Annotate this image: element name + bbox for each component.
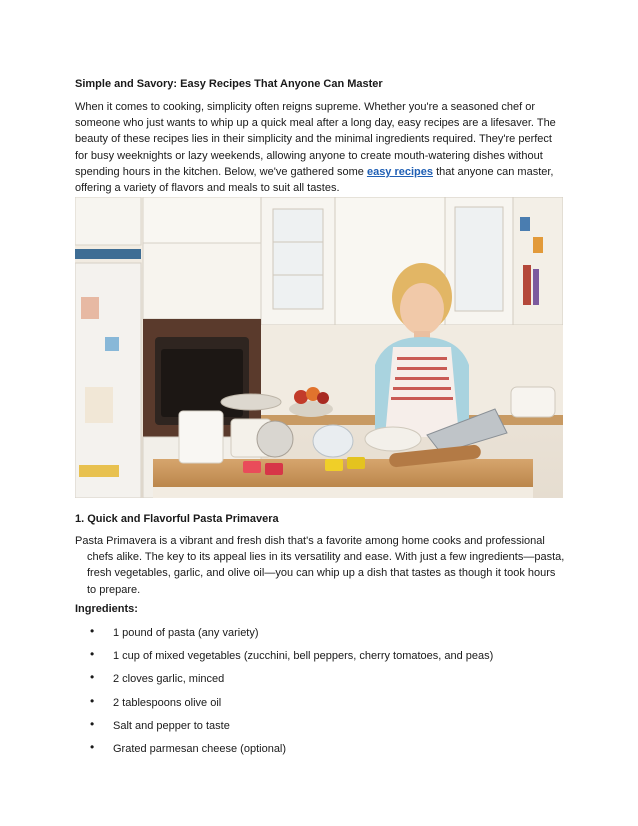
section-paragraph: Pasta Primavera is a vibrant and fresh dish that's a favorite among home cooks and professional chefs alike. The key to its appeal lies in its versatility and ease. With just a few ingredients—pasta, fresh vegetables, garlic, and olive oil—you can whip up a dish that tastes as though it took hours to prepare.: [75, 535, 565, 596]
kitchen-photo: [75, 197, 563, 498]
bullet-icon: •: [90, 647, 95, 662]
list-item: [75, 716, 493, 742]
ingredient-text: 2 tablespoons olive oil: [113, 696, 222, 709]
ingredient-list: [75, 626, 493, 765]
document-title: Simple and Savory: Easy Recipes That Anyone Can Master: [75, 78, 383, 90]
bullet-icon: •: [90, 739, 95, 754]
bullet-icon: •: [90, 693, 95, 708]
intro-text-end: that anyone can master, offering a variety of flavors and meals to suit all tastes.: [75, 165, 554, 195]
bullet-icon: •: [90, 670, 95, 685]
intro-text-start: When it comes to cooking, simplicity often reigns supreme. Whether you're a seasoned chef or someone who just wants to whip up a quick meal after a long day, easy recipes are a lifesaver. The beauty of these recipes lies in their simplicity and the minimal ingredients required. They're perfect for busy weeknights or lazy weekends, allowing anyone to create mouth-watering dishes without spending hours in the kitchen. Below, we've gathered some: [75, 101, 556, 178]
ingredients-heading: Ingredients:: [75, 603, 138, 615]
ingredient-text: 1 cup of mixed vegetables (zucchini, bell peppers, cherry tomatoes, and peas): [113, 650, 494, 663]
list-item: [75, 626, 493, 649]
ingredient-text: 1 pound of pasta (any variety): [113, 627, 259, 639]
ingredient-text: 2 cloves garlic, minced: [113, 673, 225, 686]
easy-recipes-link[interactable]: easy recipes: [366, 165, 434, 178]
intro-paragraph: [75, 99, 567, 196]
ingredient-text: Grated parmesan cheese (optional): [113, 742, 287, 755]
list-item: [75, 739, 493, 765]
list-item: [75, 649, 493, 672]
bullet-icon: •: [90, 624, 95, 638]
section-heading-pasta-primavera: 1. Quick and Flavorful Pasta Primavera: [75, 513, 279, 525]
bullet-icon: •: [90, 716, 95, 731]
ingredient-text: Salt and pepper to taste: [113, 719, 230, 732]
list-item: [75, 693, 493, 719]
list-item: [75, 672, 493, 695]
